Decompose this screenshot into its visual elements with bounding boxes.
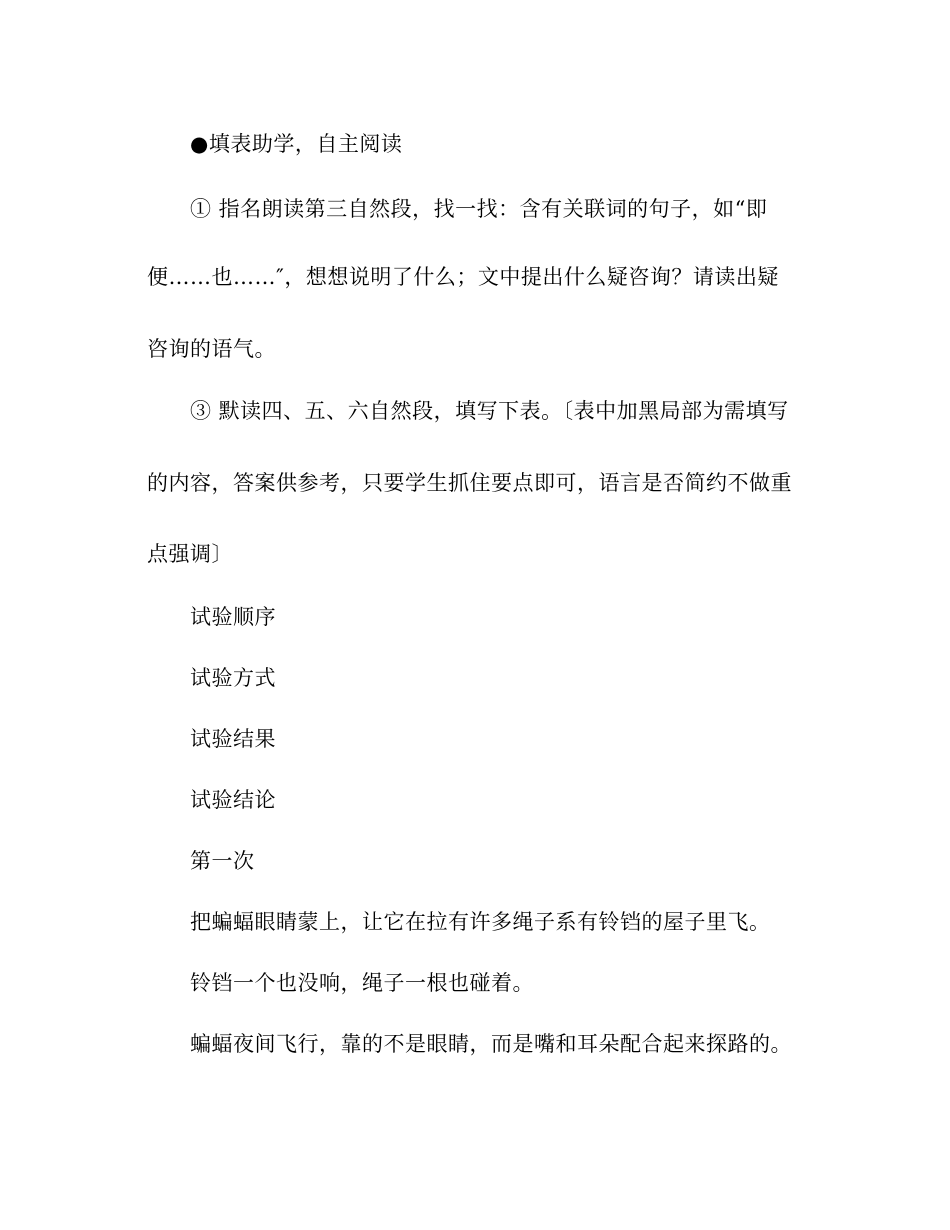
table-header-method: 试验方式 [190,666,276,690]
paragraph-2-line-3: 点强调〕 [147,542,233,566]
table-header-conclusion: 试验结论 [190,788,276,812]
table-cell-order: 第一次 [190,849,255,873]
paragraph-1-line-2: 便……也……″，想想说明了什么；文中提出什么疑咨询？请读出疑 [147,265,779,289]
paragraph-2-line-1: ③ 默读四、五、六自然段，填写下表。〔表中加黑局部为需填写 [190,399,789,423]
table-cell-result: 铃铛一个也没响，绳子一根也碰着。 [190,971,534,995]
paragraph-2-line-2: 的内容，答案供参考，只要学生抓住要点即可，语言是否简约不做重 [147,471,792,495]
paragraph-1-line-3: 咨询的语气。 [147,337,276,361]
table-cell-method: 把蝙蝠眼睛蒙上，让它在拉有许多绳子系有铃铛的屋子里飞。 [190,910,771,934]
table-cell-conclusion: 蝙蝠夜间飞行，靠的不是眼睛，而是嘴和耳朵配合起来探路的。 [190,1032,792,1056]
section-heading: ●填表助学，自主阅读 [190,132,403,156]
table-header-order: 试验顺序 [190,605,276,629]
paragraph-1-line-1: ① 指名朗读第三自然段，找一找：含有关联词的句子，如“即 [190,197,768,221]
table-header-result: 试验结果 [190,727,276,751]
